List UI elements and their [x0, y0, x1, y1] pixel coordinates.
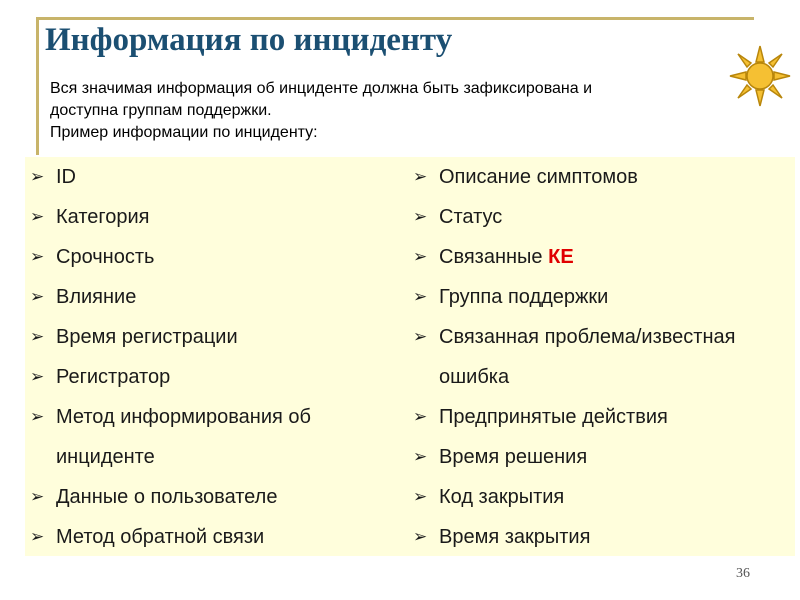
bullet-arrow-icon: ➢ — [413, 207, 428, 226]
bullet-arrow-icon: ➢ — [30, 487, 45, 506]
bullet-arrow-icon: ➢ — [413, 487, 428, 506]
title-frame-left — [36, 17, 39, 155]
list-item: ➢ Описание симптомов — [408, 157, 793, 197]
list-item: ➢ Время регистрации — [25, 317, 395, 357]
list-item: ➢ Влияние — [25, 277, 395, 317]
list-item: ➢ Код закрытия — [408, 477, 793, 517]
bullet-arrow-icon: ➢ — [413, 527, 428, 546]
slide-title: Информация по инциденту — [45, 22, 453, 58]
bullet-arrow-icon: ➢ — [413, 447, 428, 466]
bullet-arrow-icon: ➢ — [413, 167, 428, 186]
bullet-arrow-icon: ➢ — [30, 527, 45, 546]
list-item: ➢ Данные о пользователе — [25, 477, 395, 517]
list-item: ➢ Статус — [408, 197, 793, 237]
intro-line: доступна группам поддержки. — [50, 102, 272, 119]
list-item: ➢ Время закрытия — [408, 517, 793, 557]
bullet-arrow-icon: ➢ — [30, 327, 45, 346]
list-item: ➢ Срочность — [25, 237, 395, 277]
list-item: ➢ Категория — [25, 197, 395, 237]
ke-highlight: КЕ — [548, 246, 574, 268]
bullet-arrow-icon: ➢ — [30, 207, 45, 226]
bullet-arrow-icon: ➢ — [30, 367, 45, 386]
list-item: ➢ Группа поддержки — [408, 277, 793, 317]
bullet-arrow-icon: ➢ — [413, 407, 428, 426]
list-item: ➢ Метод информирования об инциденте — [25, 397, 395, 477]
bullet-arrow-icon: ➢ — [413, 247, 428, 266]
bullet-arrow-icon: ➢ — [30, 167, 45, 186]
list-item: ➢ Предпринятые действия — [408, 397, 793, 437]
list-item: ➢ Регистратор — [25, 357, 395, 397]
list-item: ➢ Связанная проблема/известная ошибка — [408, 317, 793, 397]
bullet-arrow-icon: ➢ — [30, 247, 45, 266]
list-item: ➢ Время решения — [408, 437, 793, 477]
bullet-arrow-icon: ➢ — [30, 287, 45, 306]
bullet-arrow-icon: ➢ — [30, 407, 45, 426]
intro-text — [50, 78, 740, 144]
list-item: ➢ Метод обратной связи — [25, 517, 395, 557]
incident-info-panel — [25, 157, 795, 556]
list-item: ➢ Связанные КЕ — [408, 237, 793, 277]
slide-number: 36 — [736, 566, 750, 581]
bullet-arrow-icon: ➢ — [413, 327, 428, 346]
list-item: ➢ ID — [25, 157, 395, 197]
bullet-arrow-icon: ➢ — [413, 287, 428, 306]
title-frame-top — [36, 17, 754, 20]
intro-line: Пример информации по инциденту: — [50, 124, 318, 141]
incident-fields-left-list — [25, 157, 395, 557]
incident-fields-right-list — [408, 157, 793, 557]
intro-line: Вся значимая информация об инциденте должна быть зафиксирована и — [50, 80, 593, 97]
